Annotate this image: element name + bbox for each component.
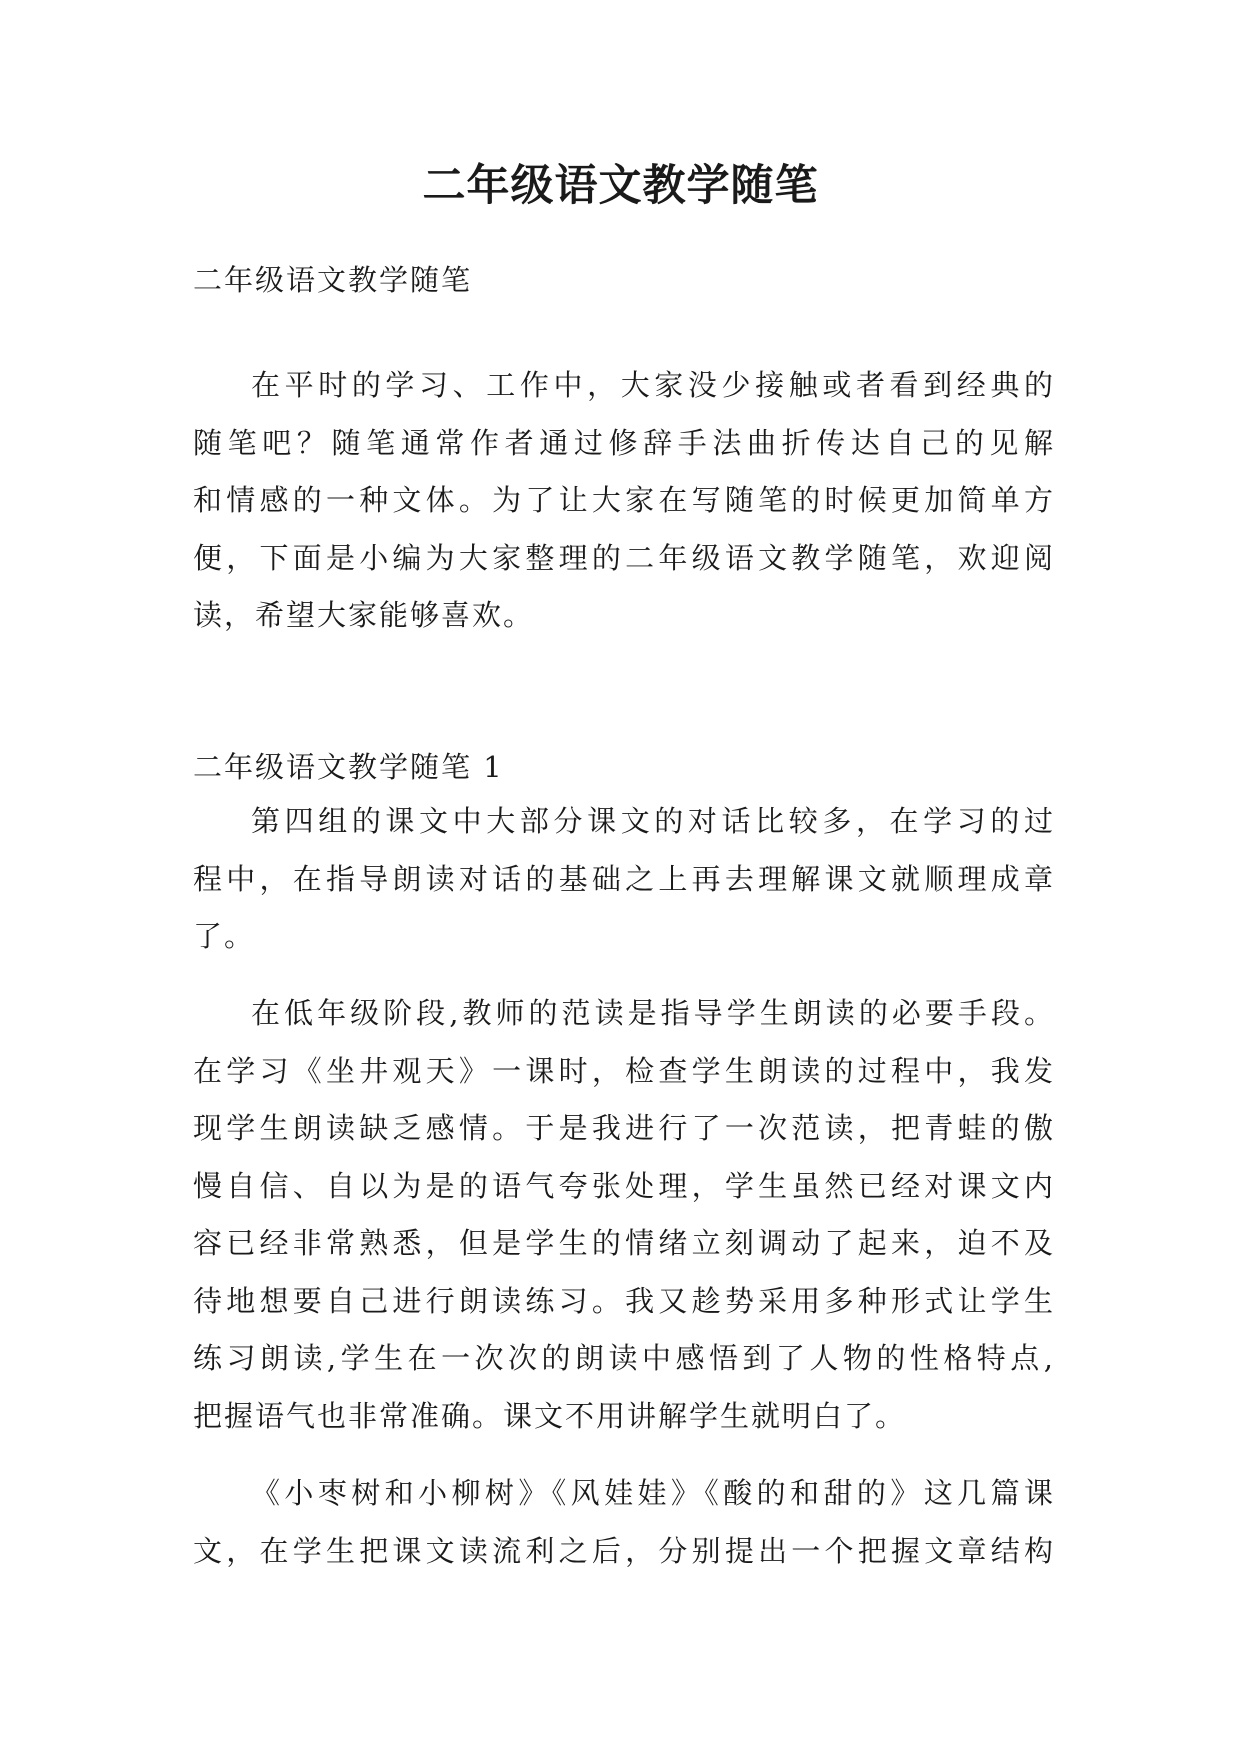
text-line: 待地想要自己进行朗读练习。我又趁势采用多种形式让学生 (193, 1283, 1055, 1318)
intro-paragraph (193, 357, 1055, 645)
paragraph-1 (193, 793, 1055, 966)
document-subtitle: 二年级语文教学随笔 (193, 263, 473, 297)
text-line: 把握语气也非常准确。课文不用讲解学生就明白了。 (193, 1398, 907, 1433)
text-line: 和情感的一种文体。为了让大家在写随笔的时候更加简单方 (193, 483, 1055, 517)
text-line: 了。 (193, 919, 256, 953)
text-line: 在学习《坐井观天》一课时，检查学生朗读的过程中，我发 (193, 1053, 1055, 1088)
text-line: 随笔吧？随笔通常作者通过修辞手法曲折传达自己的见解 (193, 425, 1055, 460)
paragraph-2 (193, 985, 1055, 1445)
text-line: 容已经非常熟悉，但是学生的情绪立刻调动了起来，迫不及 (193, 1226, 1055, 1260)
text-line: 便，下面是小编为大家整理的二年级语文教学随笔，欢迎阅 (193, 540, 1055, 575)
text-line: 在低年级阶段,教师的范读是指导学生朗读的必要手段。 (251, 996, 1055, 1030)
paragraph-3 (193, 1465, 1055, 1580)
section-heading: 二年级语文教学随笔 1 (193, 750, 504, 784)
text-line: 现学生朗读缺乏感情。于是我进行了一次范读，把青蛙的傲 (193, 1111, 1055, 1145)
text-line: 读，希望大家能够喜欢。 (193, 598, 535, 632)
text-line: 练习朗读,学生在一次次的朗读中感悟到了人物的性格特点, (193, 1341, 1055, 1375)
text-line: 在平时的学习、工作中，大家没少接触或者看到经典的 (251, 368, 1055, 402)
text-line: 文，在学生把课文读流利之后，分别提出一个把握文章结构 (193, 1533, 1055, 1568)
text-line: 慢自信、自以为是的语气夸张处理，学生虽然已经对课文内 (193, 1168, 1055, 1203)
text-line: 第四组的课文中大部分课文的对话比较多，在学习的过 (251, 804, 1055, 838)
text-line: 《小枣树和小柳树》《风娃娃》《酸的和甜的》这几篇课 (251, 1476, 1055, 1510)
text-line: 程中，在指导朗读对话的基础之上再去理解课文就顺理成章 (193, 861, 1055, 896)
document-title: 二年级语文教学随笔 (422, 161, 819, 211)
